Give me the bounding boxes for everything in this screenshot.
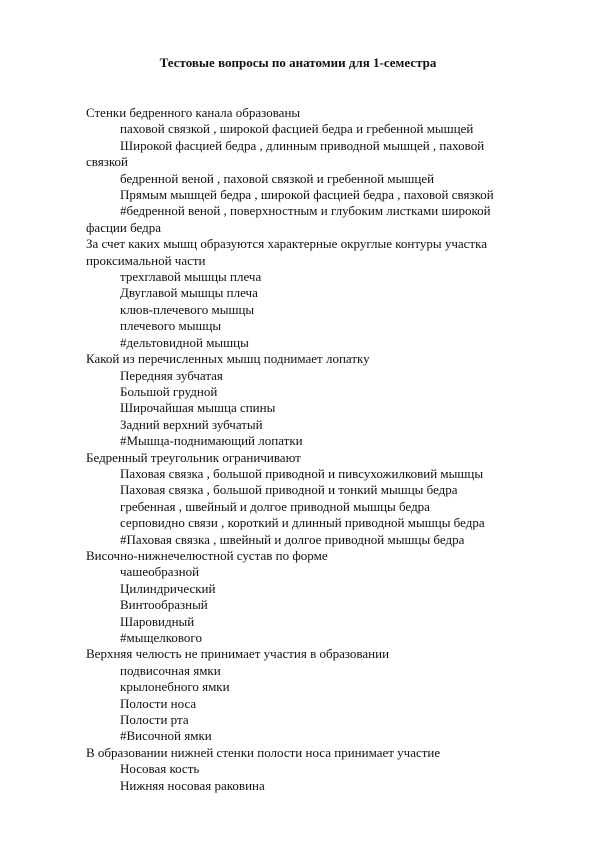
answer-option: Передняя зубчатая [120,367,223,383]
answer-option: Цилиндрический [120,580,216,596]
answer-option: Носовая кость [120,761,200,777]
answer-option: Нижняя носовая раковина [120,777,265,793]
answer-option: Паховая связка , большой приводной и пивсухожилковий мышцы [120,465,484,481]
answer-option-correct: #Височной ямки [120,728,212,744]
answer-option: клюв-плечевого мышцы [120,301,255,317]
answer-option-correct: #Паховая связка , швейный и долгое приводной мышцы бедра [120,531,465,547]
question-block [86,105,526,236]
question-text: За счет каких мышц образуются характерные округлые контуры участка проксимальной части [86,236,487,268]
answer-option: Полости носа [120,695,197,711]
question-text: Верхняя челюсть не принимает участия в образовании [86,646,390,662]
question-block [86,450,526,548]
answer-option: трехглавой мышцы плеча [120,269,262,285]
answer-option: Задний верхний зубчатый [120,416,263,432]
answer-option: Двуглавой мышцы плеча [120,285,258,301]
answer-option: Широчайшая мышца спины [120,400,276,416]
answer-option: бедренной веной , паховой связкой и гребенной мышцей [120,170,435,186]
answer-option-correct: #бедренной веной , поверхностным и глубоким листками широкой фасции бедра [86,203,491,235]
answer-option: Паховая связка , большой приводной и тонкий мышцы бедра [120,482,458,498]
document-title: Тестовые вопросы по анатомии для 1-семестра [159,55,437,70]
question-block [86,236,526,351]
question-text: Стенки бедренного канала образованы [86,105,301,120]
question-text: Бедренный треугольник ограничивают [86,449,301,465]
answer-option: паховой связкой , широкой фасцией бедра и гребенной мышцей [120,121,474,137]
question-text: Височно-нижнечелюстной сустав по форме [86,547,328,563]
question-block [86,646,526,744]
answer-option-correct: #мыщелкового [120,630,202,645]
answer-option: крылонебного ямки [120,679,230,695]
question-block [86,548,526,646]
answer-option: Полости рта [120,712,189,728]
question-block [86,745,526,794]
answer-option: гребенная , швейный и долгое приводной мышцы бедра [120,498,430,514]
answer-option: Шаровидный [120,613,195,629]
answer-option: плечевого мышцы [120,318,222,334]
answer-option-correct: #дельтовидной мышцы [120,334,249,350]
question-text: Какой из перечисленных мышц поднимает лопатку [86,351,370,367]
answer-option: подвисочная ямки [120,662,221,678]
answer-option: Большой грудной [120,383,218,399]
answer-option-correct: #Мышца-поднимающий лопатки [120,433,303,449]
answer-option: чашеобразной [120,564,200,580]
answer-option: Широкой фасцией бедра , длинным приводной мышцей , паховой связкой [86,137,485,170]
answer-option: Винтообразный [120,597,208,613]
question-text: В образовании нижней стенки полости носа принимает участие [86,744,441,760]
question-block [86,351,526,449]
question-list [86,105,526,794]
answer-option: Прямым мышцей бедра , широкой фасцией бедра , паховой связкой [120,187,494,203]
answer-option: серповидно связи , короткий и длинный приводной мышцы бедра [120,515,485,531]
